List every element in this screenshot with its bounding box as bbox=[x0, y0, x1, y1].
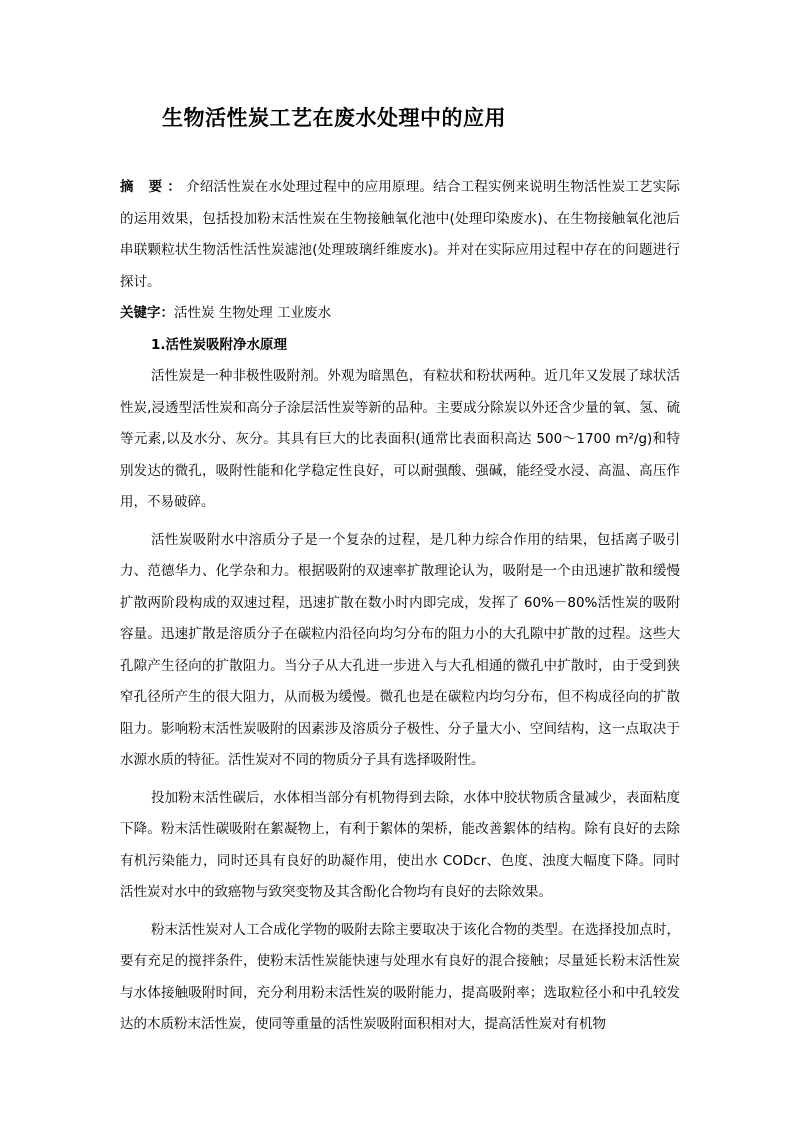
abstract bbox=[120, 172, 680, 298]
abstract-label: 摘 要： bbox=[120, 179, 187, 195]
paragraph: 活性炭吸附水中溶质分子是一个复杂的过程，是几种力综合作用的结果，包括离子吸引力、范德华力、化学杂和力。根据吸附的双速率扩散理论认为，吸附是一个由迅速扩散和缓慢扩散两阶段构成的双速过程，迅速扩散在数小时内即完成，发挥了 60%－80%活性炭的吸附容量。迅速扩散是溶质分子在碳粒内沿径向均匀分布的阻力小的大孔隙中扩散的过程。这些大孔隙产生径向的扩散阻力。当分子从大孔进一步进入与大孔相通的微孔中扩散时，由于受到狭窄孔径所产生的很大阻力，从而极为缓慢。微孔也是在碳粒内均匀分布，但不构成径向的扩散阻力。影响粉末活性炭吸附的因素涉及溶质分子极性、分子量大小、空间结构，这一点取决于水源水质的特征。活性炭对不同的物质分子具有选择吸附性。 bbox=[120, 531, 680, 768]
paragraph: 投加粉末活性碳后，水体相当部分有机物得到去除，水体中胶状物质含量减少，表面粘度下降。粉末活性碳吸附在絮凝物上，有利于絮体的架桥，能改善絮体的结构。除有良好的去除有机污染能力，同时还具有良好的助凝作用，使出水 CODcr、色度、浊度大幅度下降。同时活性炭对水中的致癌物与致突变物及其含酚化合物均有良好的去除效果。 bbox=[120, 789, 680, 900]
document-body bbox=[120, 172, 680, 1041]
paragraph: 粉末活性炭对人工合成化学物的吸附去除主要取决于该化合物的类型。在选择投加点时，要有充足的搅拌条件，使粉末活性炭能快速与处理水有良好的混合接触；尽量延长粉末活性炭与水体接触吸附时间，充分利用粉末活性炭的吸附能力，提高吸附率；选取粒径小和中孔较发达的木质粉末活性炭，使同等重量的活性炭吸附面积相对大，提高活性炭对有机物 bbox=[120, 921, 680, 1032]
section-heading-1: 1.活性炭吸附净水原理 bbox=[151, 336, 288, 353]
abstract-text: 介绍活性炭在水处理过程中的应用原理。结合工程实例来说明生物活性炭工艺实际的运用效果，包括投加粉末活性炭在生物接触氧化池中(处理印染废水)、在生物接触氧化池后串联颗粒状生物活性活性炭滤池(处理玻璃纤维废水)。并对在实际应用过程中存在的问题进行探讨。 bbox=[120, 179, 681, 290]
paragraph: 活性炭是一种非极性吸附剂。外观为暗黑色，有粒状和粉状两种。近几年又发展了球状活性炭,浸透型活性炭和高分子涂层活性炭等新的品种。主要成分除炭以外还含少量的氧、氢、硫等元素,以及水分、灰分。其具有巨大的比表面积(通常比表面积高达 500～1700 m²/g)和特别发达的微孔，吸附性能和化学稳定性良好，可以耐强酸、强碱，能经受水浸、高温、高压作用，不易破碎。 bbox=[120, 368, 680, 510]
keywords-label: 关键字： bbox=[120, 305, 174, 321]
document-title: 生物活性炭工艺在废水处理中的应用 bbox=[162, 105, 506, 130]
keywords bbox=[120, 298, 680, 330]
keywords-text: 活性炭 生物处理 工业废水 bbox=[174, 305, 332, 321]
